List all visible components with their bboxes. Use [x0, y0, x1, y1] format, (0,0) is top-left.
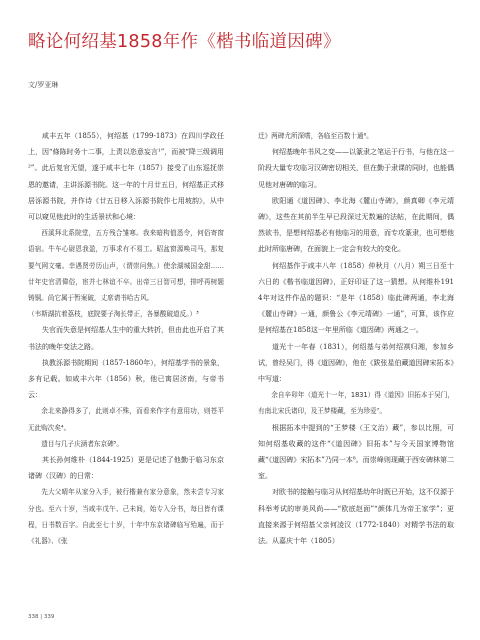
left-column: [28, 128, 224, 549]
quotation-paragraph: （韦斯湖抗着荔枝，底院要子淘长带正，各暴酸破道反。）³: [28, 310, 199, 319]
quotation-paragraph: 迁》两碑尤所深嗜，各临至百数十通⁶。: [258, 132, 373, 140]
article-title: 略论何绍基1858年作《楷书临道因碑》: [28, 32, 341, 52]
quotation-paragraph: 西溪拜北系院堂，五方残合雏寒。我来暗构值悉令，何俗寄窗语宿。牛车心尉恩我盈，万事求有不易工。昭盆窗源唤司马，那复要气网文毫。幸遇贤劳历山声，（谓崇问焦。）使余湖城国金甜……廿年史官清偉俗，宦并七林谊不卒。出帝三日智可想，排呼再树题铸铜。尚它属于暂案破，丈席请书哈古风。: [28, 229, 224, 303]
quotation-paragraph: 余自辛卯年（道光十一年，1831）得《道因》旧拓本于吴门，有南北宋氏诸印，及王梦楼藏，至为珍爱⁷。: [258, 391, 454, 416]
quotation-paragraph: 遗目与几子庆涵者东京碑⁵。: [41, 439, 123, 448]
author-line: 文/罗亚琳: [28, 81, 59, 89]
body-paragraph: 欧阳通《道因碑》、李北海《麓山寺碑》，颜真卿《李元靖碑》，这些在其前半生早已段深过无数遍的法帖，在此期间，偶然欲书，是想何绍基必有他临习的用意，而专攻篆隶，也可想他此时所临唐碑，在面貌上一定会有较大的变化。: [258, 196, 454, 254]
body-paragraph: 何绍基作于咸丰八年（1858）仲秋月（八月）朔三日至十六日的《楷书临道因碑》，正好印证了这一猜想。从何维朴1914年对这件作品的题识：“是年（1858）临此碑两通，李北海《麓山寺碑》一通，颜鲁公《李元靖碑》一通”，可算，该作应是何绍基在1858这一年里所临《道因碑》两通之一。: [258, 261, 454, 335]
page-numbers: 338 | 339: [28, 614, 55, 620]
quotation-paragraph: 余北来静得多了，此则卓不殊，而看来作字有意用功，则苍平无此购次矣⁴。: [28, 407, 224, 432]
quotation-paragraph: 先大父晴年从家分入手，被行楷兼有家分意象，然未尝专习家分也。至六十岁，当咸丰戊午、己未间，始专入分书，每日皆有课程，日书数百字。自此至七十岁，十年中东京诸碑临写殆遍，而于《礼器》、《张: [28, 488, 224, 546]
body-paragraph: 对欧书的接触与临习从何绍基幼年时既已开始，这不仅源于科举考试的审美风尚——“欧底赵面”“颜体几为帝王家学”；更直接来源于何绍基父亲何凌汉（1772-1840）对精学书法的取法。从嘉庆十年（1805）: [258, 488, 454, 546]
body-paragraph: 咸丰五年（1855），何绍基（1799-1873）在四川学政任上，因“條陈时务十二事，上责以恣意妄言¹”，而被“降三级调用²”。此后复官无望，遂于咸丰七年（1857）接受了山东巡抚崇恩的邀请，主讲泺源书院。这一年的十月廿五日，何绍基正式移居泺源书院，并作诗《廿五日移入泺源书院作七用坡韵》，从中可以窥见他此时的生活景状和心境：: [28, 132, 224, 222]
body-paragraph: 根据拓本中提到的“王梦楼（王文治）藏”，参以比照，可知何绍基收藏的这件“《道因碑》旧拓本”与今天国家博物馆藏“《道因碑》宋拓本”乃同一本⁸。而崇峰则现藏于西安碑林第二室。: [258, 423, 454, 481]
body-paragraph: 失官而失意是何绍基人生中的重大转折，但由此也开启了其书法的晚年变法之路。: [28, 326, 224, 351]
right-column: [258, 128, 454, 549]
body-paragraph: 何绍基晚年书风之变——以篆隶之笔运于行书，与他在这一阶段大量专攻临习汉碑密切相关，但在勤于隶课的同时，也能偶见他对唐碑的临习。: [258, 148, 454, 189]
body-paragraph: 执教泺源书院期间（1857-1860年），何绍基学书的景象，多有记载。如咸丰六年（1856）秋，他已寓居济南，与帝书云：: [28, 358, 224, 400]
body-paragraph: 其长孙何维朴（1844-1925）更是记述了他勤于临习东京诸碑（汉碑）的日常：: [28, 456, 224, 481]
body-paragraph: 道光十一年春（1831），何绍基与弟何绍祺归湘，参加乡试，曾经吴门，得《道因碑》，他在《跋张星伯藏道因碑宋拓本》中写道：: [258, 342, 454, 384]
